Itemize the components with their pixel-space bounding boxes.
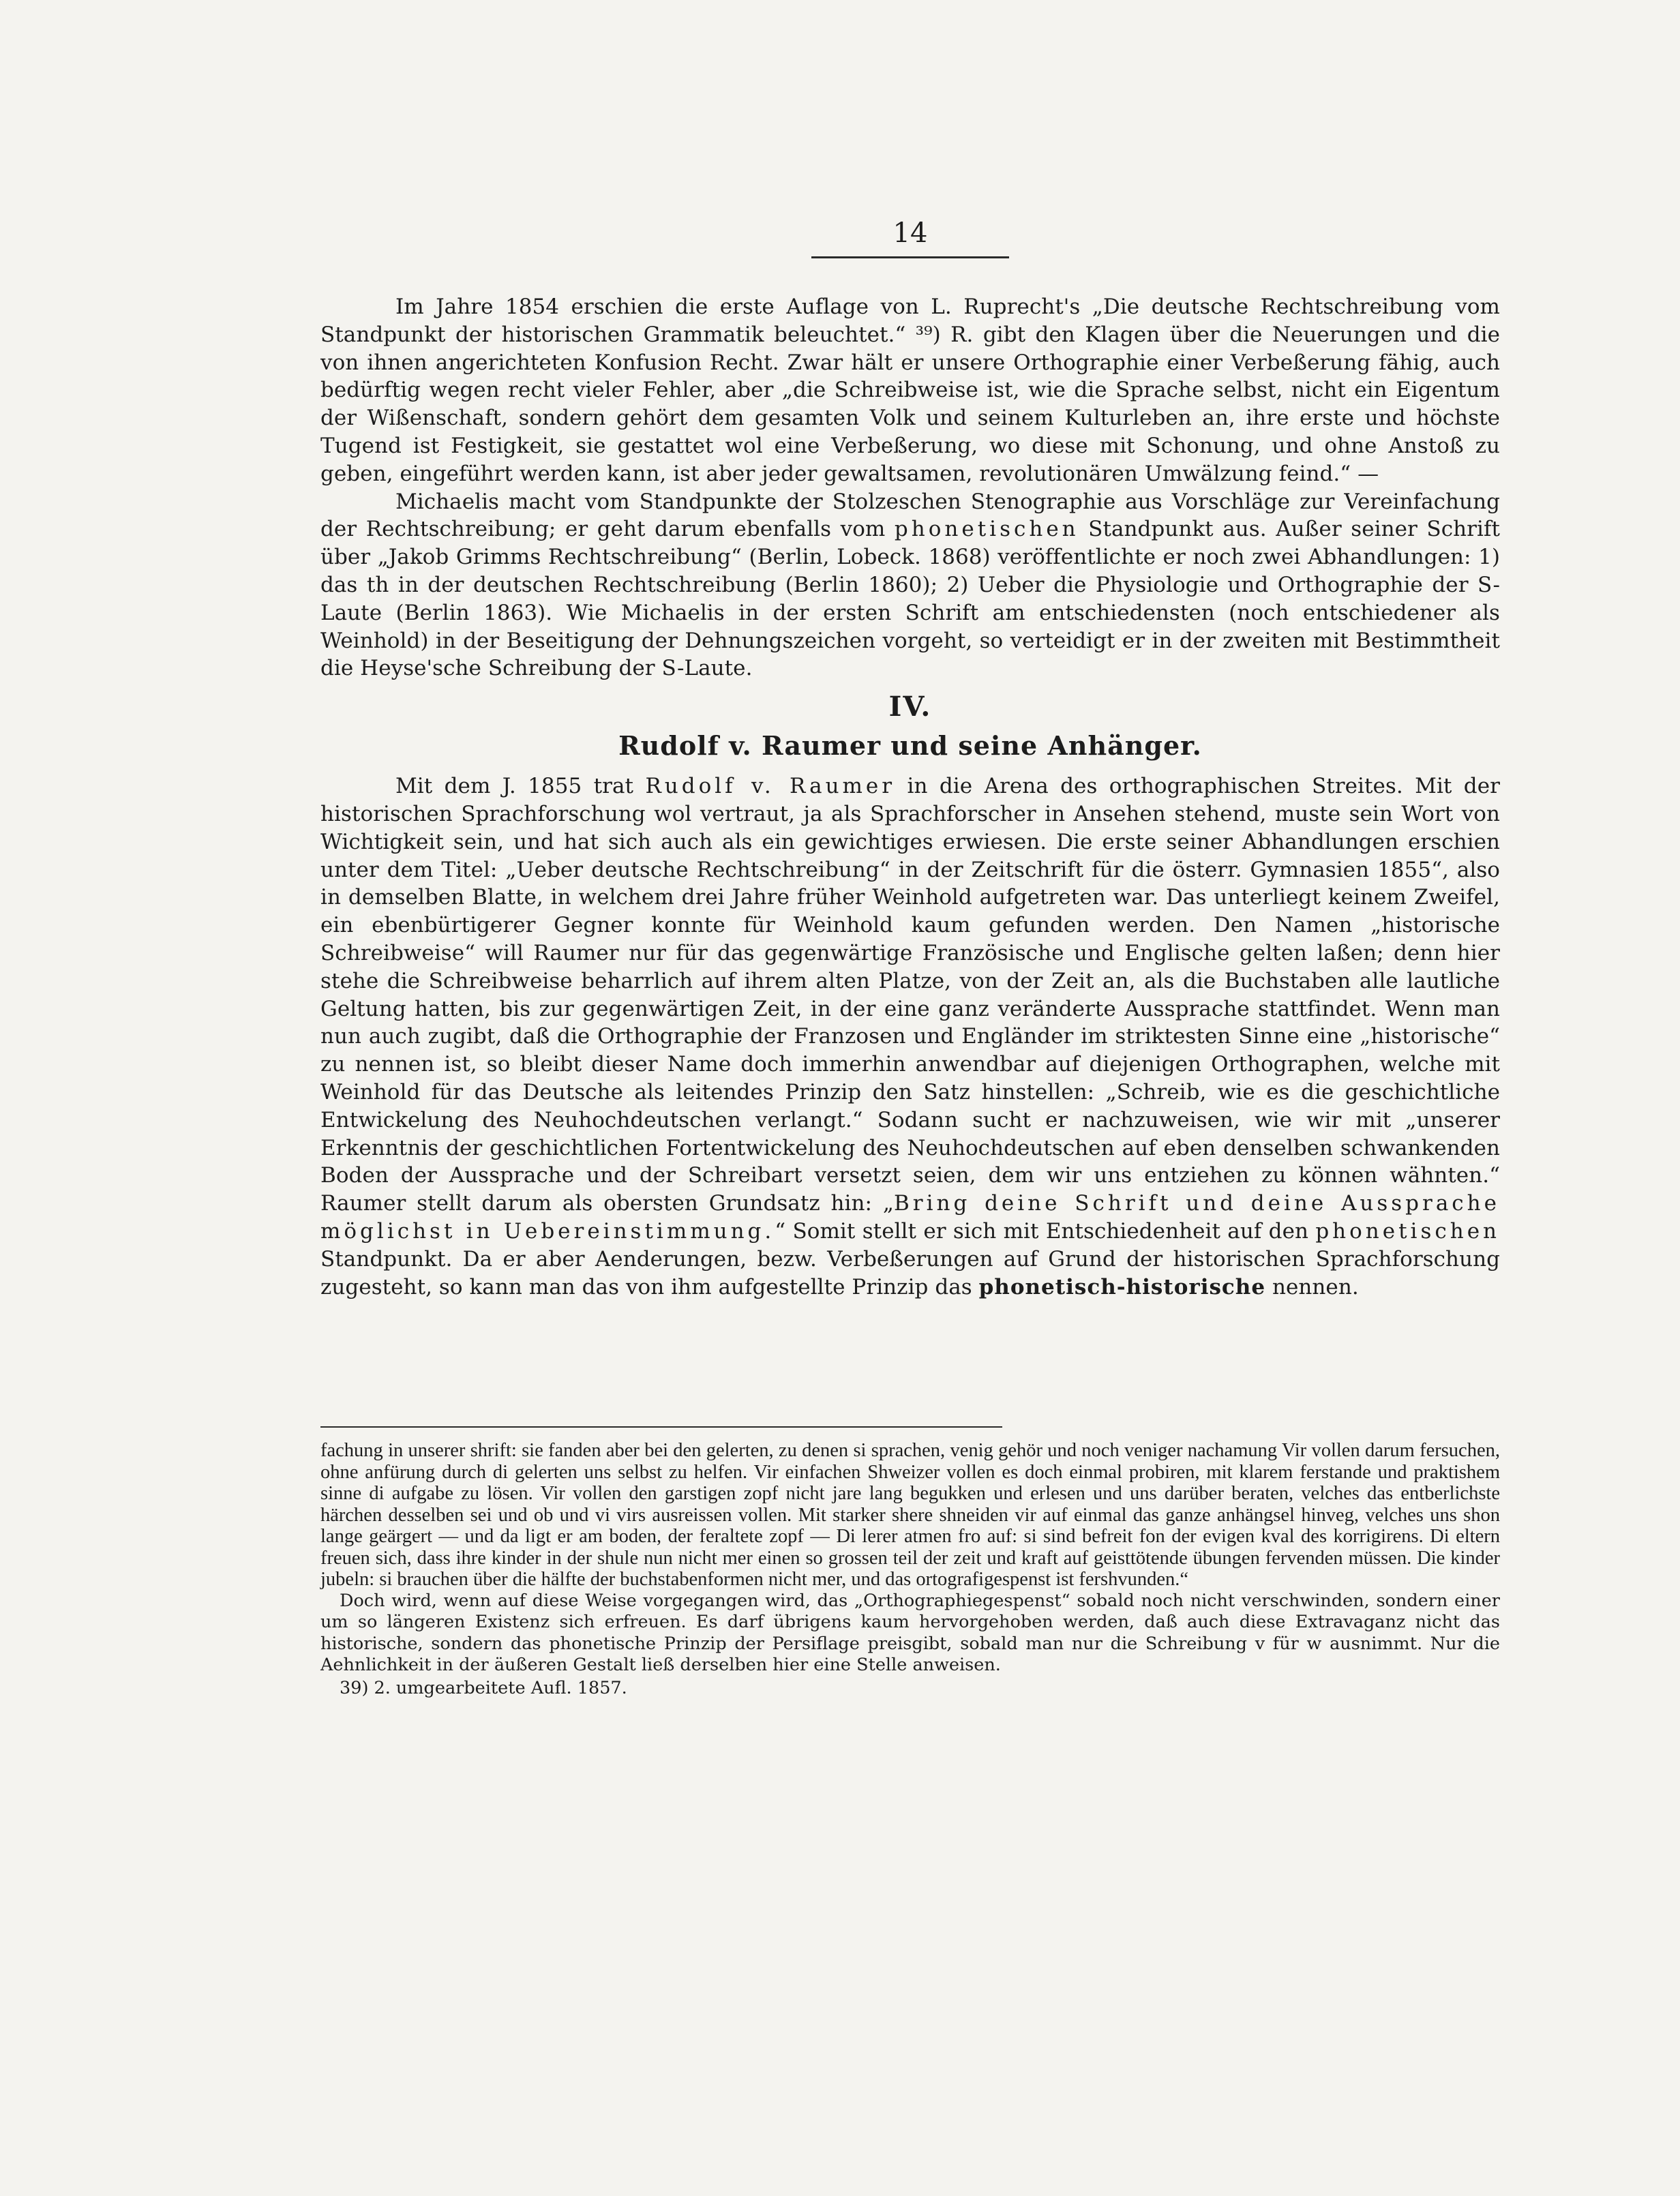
main-text [320,293,1500,1301]
footnotes [320,1440,1500,1699]
paragraph-ruprecht: Im Jahre 1854 erschien die erste Auflage von L. Ruprecht's „Die deutsche Rechtschreibung vom Standpunkt der historischen Grammatik beleuchtet.“ ³⁹) R. gibt den Klagen über die Neuerungen und die von ihnen angerichteten Konfusion Recht. Zwar hält er unsere Orthographie einer Verbeßerung fähig, auch bedürftig wegen recht vieler Fehler, aber „die Schreibweise ist, wie die Sprache selbst, nicht ein Eigentum der Wißenschaft, sondern gehört dem gesamten Volk und seinem Kulturleben an, ihre erste und höchste Tugend ist Festigkeit, sie gestattet wol eine Verbeßerung, wo diese mit Schonung, und ohne Anstoß zu geben, eingeführt werden kann, ist aber jeder gewaltsamen, revolutionären Umwälzung feind.“ — [320,295,1500,486]
paragraph-raumer-part-2: in die Arena des orthographischen Streites. Mit der historischen Sprachforschung wol vertraut, ja als Sprachforscher in Ansehen stehend, muste sein Wort von Wichtigkeit sein, und hat sich auch als ein gewichtiges erwiesen. Die erste seiner Abhandlungen erschien unter dem Titel: „Ueber deutsche Rechtschreibung“ in der Zeitschrift für die österr. Gymnasien 1855“, also in demselben Blatte, in welchem drei Jahre früher Weinhold aufgetreten war. Das unterliegt keinem Zweifel, ein ebenbürtigerer Gegner konnte für Weinhold kaum gefunden werden. Den Namen „historische Schreibweise“ will Raumer nur für das gegenwärtige Französische und Englische gelten laßen; denn hier stehe die Schreibweise beharrlich auf ihrem alten Platze, von der Zeit an, als die Buchstaben alle lautliche Geltung hatten, bis zur gegenwärtigen Zeit, in der eine ganz veränderte Aussprache stattfindet. Wenn man nun auch zugibt, daß die Orthographie der Franzosen und Engländer im striktesten Sinne eine „historische“ zu nennen ist, so bleibt dieser Name doch immerhin anwendbar auf diejenigen Orthographen, welche mit Weinhold für das Deutsche als leitendes Prinzip den Satz hinstellen: „Schreib, wie es die geschichtliche Entwickelung des Neuhochdeutschen verlangt.“ Sodann sucht er nachzuweisen, wie wir mit „unserer Erkenntnis der geschichtlichen Fortentwickelung des Neuhochdeutschen auf eben denselben schwankenden Boden der Aussprache und der Schreibart versetzt seien, dem wir uns entziehen zu können wähnten.“ Raumer stellt darum als obersten Grundsatz hin: „ [320,774,1500,1216]
footnote-swiss-quotation: fachung in unserer shrift: sie fanden aber bei den gelerten, zu denen si sprachen, venig gehör und noch veniger nachamung Vir vollen darum fersuchen, ohne anfürung durch di gelerten uns selbst zu helfen. Vir einfachen Shweizer vollen es doch einmal probiren, mit klarem ferstande und praktishem sinne di aufgabe zu lösen. Vir vollen den garstigen zopf nicht jare lang begukken und erlesen und uns darüber beraten, velches das entberlichste härchen desselben sei und ob und vi virs ausreissen vollen. Mit starker shere shneiden vir auf einmal das ganze anhängsel hinveg, velches uns shon lange geärgert — und da ligt er am boden, der feraltete zopf — Di lerer atmen fro auf: si sind befreit fon der evigen kval des korrigirens. Di eltern freuen sich, dass ihre kinder in der shule nun nicht mer einen so grossen teil der zeit und kraft auf geisttötende übungen fervenden müssen. Die kinder jubeln: si brauchen über die hälfte der buchstabenformen nicht mer, und das ortografigespenst ist fershvunden.“ [320,1440,1500,1590]
paragraph-raumer-part-1: Mit dem J. 1855 trat [395,774,646,799]
emphasis-phonetisch-historische: phonetisch-historische [978,1274,1266,1299]
paragraph-raumer-part-5: nennen. [1265,1274,1359,1299]
emphasis-motto: Bring deine Schrift und deine Aussprache möglichst in Uebereinstimmung. [320,1191,1500,1244]
paragraph-michaelis-part-1: Michaelis macht vom Standpunkte der Stolzeschen Stenographie aus Vorschläge zur Vereinfachung der Rechtschreibung; er geht darum ebenfalls vom [320,489,1500,542]
paragraph-raumer-part-3: “ Somit stellt er sich mit Entschiedenheit auf den [775,1218,1316,1244]
page-number: 14 [892,217,928,249]
footnote-39: 39) 2. umgearbeitete Aufl. 1857. [340,1677,627,1698]
emphasis-phonetischen: phonetischen [894,517,1079,542]
footnote-rule [320,1426,1002,1428]
emphasis-phonetischen-2: phonetischen [1315,1218,1501,1244]
page-number-rule [811,256,1009,258]
section-number: IV. [888,691,932,723]
footnote-comment: Doch wird, wenn auf diese Weise vorgegangen wird, das „Orthographiegespenst“ sobald noch nicht verschwinden, sondern einer um so längeren Existenz sich erfreuen. Es darf übrigens kaum hervorgehoben werden, daß auch diese Extravaganz nicht das historische, sondern das phonetische Prinzip der Persiflage preisgibt, sobald man nur die Schreibung v für w ausnimmt. Nur die Aehnlichkeit in der äußeren Gestalt ließ derselben hier eine Stelle anweisen. [320,1590,1500,1675]
paragraph-raumer [320,772,1500,1301]
section-title: Rudolf v. Raumer und seine Anhänger. [618,730,1202,762]
emphasis-rudolf-v-raumer: Rudolf v. Raumer [645,774,896,799]
paragraph-michaelis-part-2: Standpunkt aus. Außer seiner Schrift über „Jakob Grimms Rechtschreibung“ (Berlin, Lobeck. 1868) veröffentlichte er noch zwei Abhandlungen: 1) das th in der deutschen Rechtschreibung (Berlin 1860); 2) Ueber die Physiologie und Orthographie der S-Laute (Berlin 1863). Wie Michaelis in der ersten Schrift am entschiedensten (noch entschiedener als Weinhold) in der Beseitigung der Dehnungszeichen vorgeht, so verteidigt er in der zweiten mit Bestimmtheit die Heyse'sche Schreibung der S-Laute. [320,517,1500,681]
paragraph-michaelis [320,488,1500,683]
paragraph-raumer-part-4: Standpunkt. Da er aber Aenderungen, bezw. Verbeßerungen auf Grund der historischen Sprachforschung zugesteht, so kann man das von ihm aufgestellte Prinzip das [320,1246,1500,1299]
